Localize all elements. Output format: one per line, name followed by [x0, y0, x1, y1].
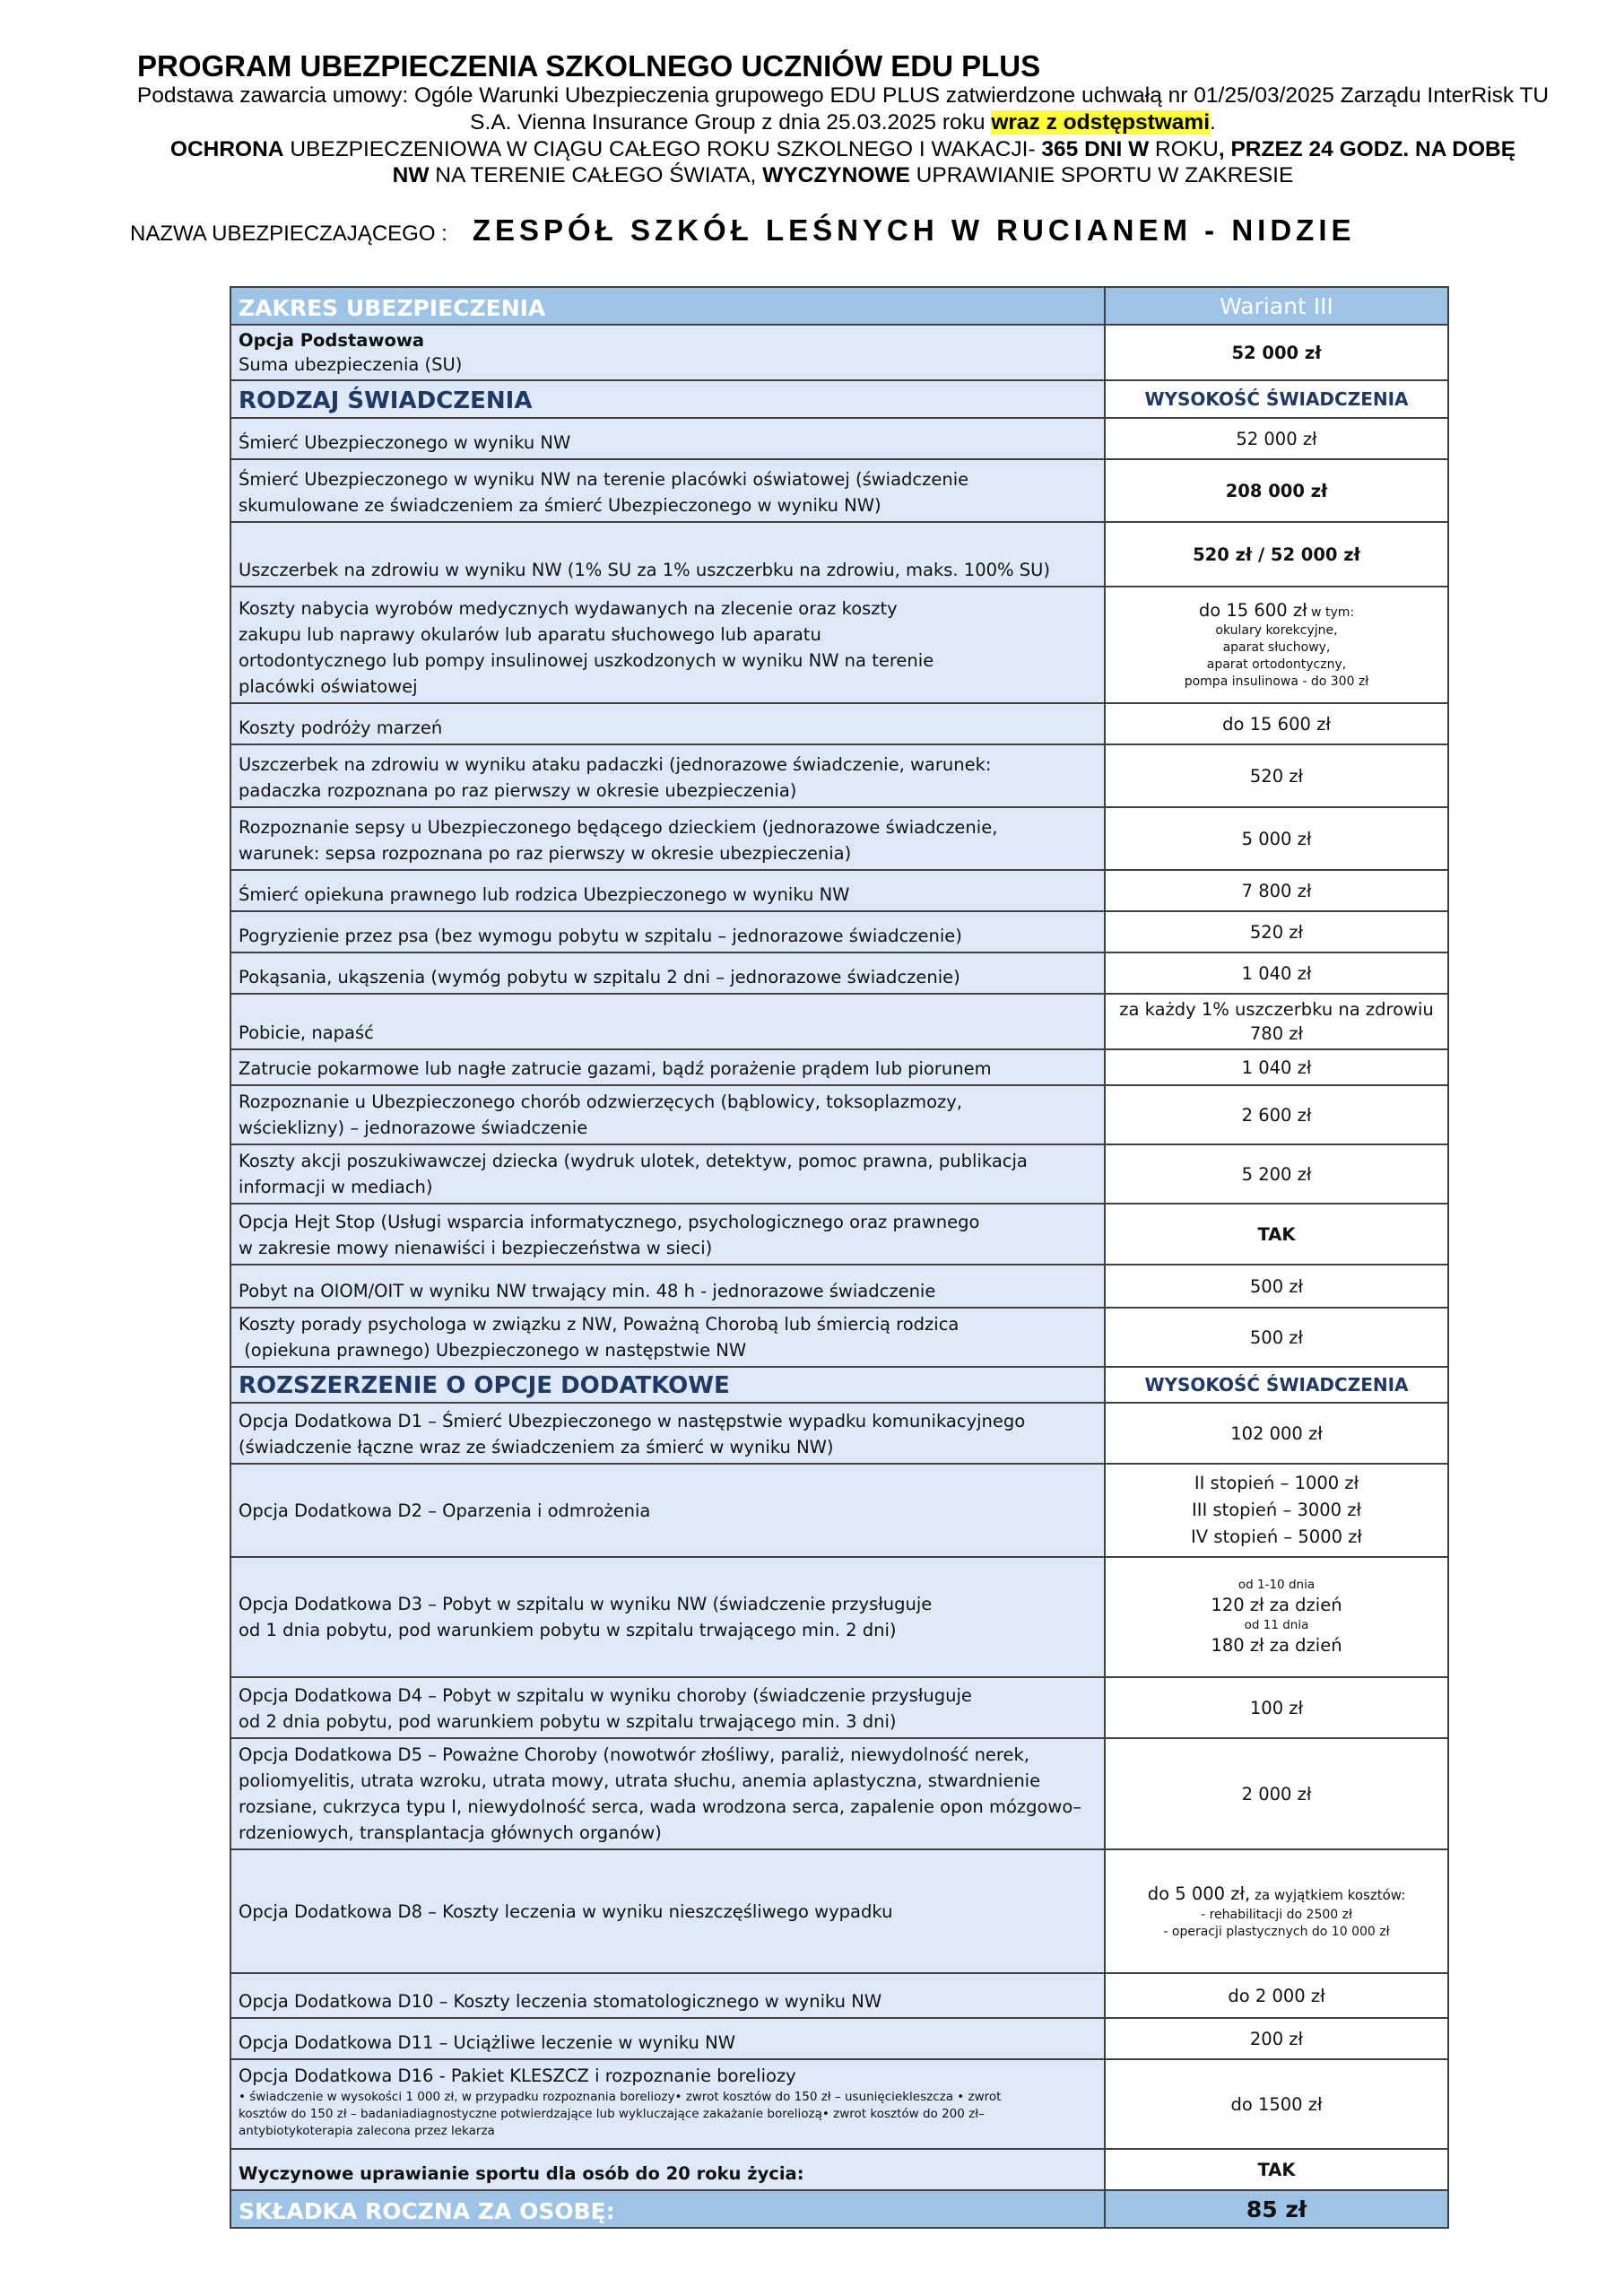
row-label: Opcja Dodatkowa D2 – Oparzenia i odmrożenia — [230, 1464, 1105, 1557]
table-row — [230, 703, 1448, 744]
insurer-line — [130, 213, 1356, 248]
row-fine-print: • świadczenie w wysokości 1 000 zł, w przypadku rozpoznania boreliozy• zwrot kosztów do 150 zł – usunięciekleszcza • zwrot — [239, 2090, 1002, 2104]
insurer-name: ZESPÓŁ SZKÓŁ LEŚNYCH W RUCIANEM - NIDZIE — [472, 213, 1356, 247]
premium-value: 85 zł — [1105, 2190, 1448, 2228]
table-row — [230, 1403, 1448, 1464]
sport-label: Wyczynowe uprawianie sportu dla osób do 20 roku życia: — [230, 2149, 1105, 2190]
row-value: TAK — [1105, 1204, 1448, 1265]
table-row — [230, 1557, 1448, 1677]
row-value: 100 zł — [1105, 1677, 1448, 1738]
row-label — [230, 1557, 1105, 1677]
table-row — [230, 2059, 1448, 2149]
basis-line-2: S.A. Vienna Insurance Group z dnia 25.03.2025 roku — [470, 110, 986, 135]
row-value: 1 040 zł — [1105, 1049, 1448, 1085]
row-value: do 1500 zł — [1105, 2059, 1448, 2149]
row-label: Pobyt na OIOM/OIT w wyniku NW trwający min. 48 h - jednorazowe świadczenie — [230, 1265, 1105, 1308]
section-benefit-amount: WYSOKOŚĆ ŚWIADCZENIA — [1105, 1367, 1448, 1403]
row-value — [1105, 1849, 1448, 1973]
table-row — [230, 870, 1448, 911]
row-value: 520 zł / 52 000 zł — [1105, 522, 1448, 587]
row-label: Śmierć opiekuna prawnego lub rodzica Ubezpieczonego w wyniku NW — [230, 870, 1105, 911]
value-line: II stopień – 1000 zł — [1194, 1473, 1359, 1493]
section-additional-options: ROZSZERZENIE O OPCJE DODATKOWE — [230, 1367, 1105, 1403]
table-row — [230, 1085, 1448, 1144]
row-label: Opcja Dodatkowa D11 – Uciążliwe leczenie w wyniku NW — [230, 2018, 1105, 2059]
row-value: 52 000 zł — [1105, 418, 1448, 459]
row-label — [230, 1204, 1105, 1265]
row-label-line: Rozpoznanie u Ubezpieczonego chorób odzwierzęcych (bąblowicy, toksoplazmozy, — [239, 1091, 962, 1112]
table-row — [230, 1849, 1448, 1973]
protect-b2: 365 DNI W — [1041, 137, 1150, 161]
row-label: Zatrucie pokarmowe lub nagłe zatrucie gazami, bądź porażenie prądem lub piorunem — [230, 1049, 1105, 1085]
table-row — [230, 994, 1448, 1049]
row-value: 5 000 zł — [1105, 807, 1448, 870]
row-label-line: Opcja Dodatkowa D1 – Śmierć Ubezpieczonego w następstwie wypadku komunikacyjnego — [239, 1411, 1026, 1431]
row-label: Pokąsania, ukąszenia (wymóg pobytu w szpitalu 2 dni – jednorazowe świadczenie) — [230, 952, 1105, 994]
row-label-line: Opcja Hejt Stop (Usługi wsparcia informatycznego, psychologicznego oraz prawnego — [239, 1212, 980, 1232]
value-line: 780 zł — [1249, 1023, 1304, 1044]
protect-b1: OCHRONA — [169, 137, 284, 161]
row-value: 200 zł — [1105, 2018, 1448, 2059]
row-label: Uszczerbek na zdrowiu w wyniku NW (1% SU za 1% uszczerbku na zdrowiu, maks. 100% SU) — [230, 522, 1105, 587]
row-label-line: Koszty akcji poszukiwawczej dziecka (wydruk ulotek, detektyw, pomoc prawna, publikacja — [239, 1151, 1028, 1171]
value-sub: aparat ortodontyczny, — [1206, 657, 1347, 672]
section-row — [230, 380, 1448, 418]
value-sub: okulary korekcyjne, — [1215, 623, 1338, 638]
section-row — [230, 1367, 1448, 1403]
value-line: IV stopień – 5000 zł — [1191, 1526, 1362, 1547]
table-row — [230, 587, 1448, 703]
value-line: 120 zł za dzień — [1211, 1595, 1342, 1615]
table-row — [230, 1144, 1448, 1204]
protect-b5: WYCZYNOWE — [762, 163, 910, 187]
protect-b4: NW — [392, 163, 430, 187]
value-line: III stopień – 3000 zł — [1191, 1500, 1362, 1520]
premium-label: SKŁADKA ROCZNA ZA OSOBĘ: — [230, 2190, 1105, 2228]
table-row — [230, 1738, 1448, 1849]
coverage-table — [230, 286, 1449, 2229]
basis-line-1: Podstawa zawarcia umowy: Ogóle Warunki Ubezpieczenia grupowego EDU PLUS zatwierdzone uchwałą nr 01/25/03/2025 Zarządu InterRisk TU — [136, 83, 1550, 108]
table-row — [230, 807, 1448, 870]
row-label-line: Opcja Dodatkowa D5 – Poważne Choroby (nowotwór złośliwy, paraliż, niewydolność nerek, — [239, 1744, 1030, 1765]
row-value: 208 000 zł — [1105, 459, 1448, 522]
row-label-line: ortodontycznego lub pompy insulinowej uszkodzonych w wyniku NW na terenie — [239, 650, 934, 671]
row-label — [230, 1738, 1105, 1849]
header-variant: Wariant III — [1105, 287, 1448, 325]
row-label-line: rdzeniowych, transplantacja głównych organów) — [239, 1822, 662, 1843]
basic-option-label: Opcja Podstawowa — [239, 330, 425, 351]
row-label — [230, 807, 1105, 870]
protect-t4: UPRAWIANIE SPORTU W ZAKRESIE — [909, 163, 1294, 187]
row-value — [1105, 1557, 1448, 1677]
row-label-line: Rozpoznanie sepsy u Ubezpieczonego będącego dzieckiem (jednorazowe świadczenie, — [239, 817, 998, 838]
basis-highlight: wraz z odstępstwami — [991, 110, 1211, 135]
value-main — [1113, 1882, 1440, 1907]
row-label: Opcja Dodatkowa D10 – Koszty leczenia stomatologicznego w wyniku NW — [230, 1973, 1105, 2018]
protection-scope — [126, 136, 1560, 188]
basic-option-sub: Suma ubezpieczenia (SU) — [239, 354, 463, 375]
value-sub: od 1-10 dnia — [1238, 1578, 1316, 1592]
protect-t2: ROKU — [1149, 137, 1219, 161]
table-row — [230, 1204, 1448, 1265]
contract-basis — [126, 83, 1560, 136]
table-row — [230, 1049, 1448, 1085]
value-note: w tym: — [1307, 605, 1355, 620]
row-value: 5 200 zł — [1105, 1144, 1448, 1204]
row-label-line: Koszty porady psychologa w związku z NW, Poważną Chorobą lub śmiercią rodzica — [239, 1314, 960, 1335]
row-label-line: placówki oświatowej — [239, 676, 418, 697]
table-row — [230, 522, 1448, 587]
row-label-line: (opiekuna prawnego) Ubezpieczonego w następstwie NW — [239, 1340, 747, 1361]
table-row — [230, 1677, 1448, 1738]
value-line: za każdy 1% uszczerbku na zdrowiu — [1119, 999, 1434, 1020]
table-row — [230, 1265, 1448, 1308]
value-sub: - rehabilitacji do 2500 zł — [1201, 1908, 1352, 1922]
table-row — [230, 2018, 1448, 2059]
row-label-line: (świadczenie łączne wraz ze świadczeniem za śmierć w wyniku NW) — [239, 1437, 834, 1457]
row-label: Opcja Dodatkowa D8 – Koszty leczenia w wyniku nieszczęśliwego wypadku — [230, 1849, 1105, 1973]
row-label-line: Koszty nabycia wyrobów medycznych wydawanych na zlecenie oraz koszty — [239, 598, 898, 619]
row-value: do 2 000 zł — [1105, 1973, 1448, 2018]
row-label: Śmierć Ubezpieczonego w wyniku NW — [230, 418, 1105, 459]
row-label-line: poliomyelitis, utrata wzroku, utrata mowy, utrata słuchu, anemia aplastyczna, stwardnienie — [239, 1770, 1041, 1791]
row-label: Koszty podróży marzeń — [230, 703, 1105, 744]
row-label-line: warunek: sepsa rozpoznana po raz pierwszy w okresie ubezpieczenia) — [239, 843, 852, 864]
row-label-line: informacji w mediach) — [239, 1177, 433, 1197]
row-label — [230, 1308, 1105, 1367]
protect-t3: NA TERENIE CAŁEGO ŚWIATA, — [429, 163, 763, 187]
row-label-line: Uszczerbek na zdrowiu w wyniku ataku padaczki (jednorazowe świadczenie, warunek: — [239, 754, 992, 775]
table-row — [230, 1308, 1448, 1367]
row-label-line: padaczka rozpoznana po raz pierwszy w okresie ubezpieczenia) — [239, 780, 797, 801]
header-scope: ZAKRES UBEZPIECZENIA — [230, 287, 1105, 325]
value-note: za wyjątkiem kosztów: — [1250, 1887, 1406, 1903]
protect-t1: UBEZPIECZENIOWA W CIĄGU CAŁEGO ROKU SZKOLNEGO I WAKACJI- — [283, 137, 1042, 161]
value-sub: pompa insulinowa - do 300 zł — [1184, 674, 1369, 689]
table-row — [230, 744, 1448, 807]
table-row — [230, 459, 1448, 522]
row-label — [230, 1144, 1105, 1204]
row-label — [230, 1085, 1105, 1144]
row-value: 500 zł — [1105, 1308, 1448, 1367]
table-row — [230, 325, 1448, 380]
row-value — [1105, 1464, 1448, 1557]
row-label-line: wścieklizny) – jednorazowe świadczenie — [239, 1118, 588, 1138]
value-sub: - operacji plastycznych do 10 000 zł — [1163, 1925, 1390, 1939]
row-label-line: od 1 dnia pobytu, pod warunkiem pobytu w szpitalu trwającego min. 2 dni) — [239, 1620, 897, 1640]
row-label-line: skumulowane ze świadczeniem za śmierć Ubezpieczonego w wyniku NW) — [239, 495, 881, 516]
row-label-line: od 2 dnia pobytu, pod warunkiem pobytu w szpitalu trwającego min. 3 dni) — [239, 1711, 897, 1732]
row-label-line: rozsiane, cukrzyca typu I, niewydolność serca, wada wrodzona serca, zapalenie opon mózgowo– — [239, 1796, 1082, 1817]
row-label-line: Opcja Dodatkowa D3 – Pobyt w szpitalu w wyniku NW (świadczenie przysługuje — [239, 1594, 933, 1614]
row-value: 7 800 zł — [1105, 870, 1448, 911]
row-fine-print: antybiotykoterapia zalecona przez lekarza — [239, 2124, 495, 2138]
row-value: do 15 600 zł — [1105, 703, 1448, 744]
table-row — [230, 418, 1448, 459]
section-benefit-amount: WYSOKOŚĆ ŚWIADCZENIA — [1105, 380, 1448, 418]
row-value: 520 zł — [1105, 911, 1448, 952]
row-label — [230, 744, 1105, 807]
row-label — [230, 1677, 1105, 1738]
table-row — [230, 952, 1448, 994]
value-main — [1113, 599, 1440, 622]
insurer-label: NAZWA UBEZPIECZAJĄCEGO : — [130, 222, 447, 246]
row-value: 2 000 zł — [1105, 1738, 1448, 1849]
section-benefit-type: RODZAJ ŚWIADCZENIA — [230, 380, 1105, 418]
row-label-line: w zakresie mowy nienawiści i bezpieczeństwa w sieci) — [239, 1238, 713, 1258]
row-label: Pobicie, napaść — [230, 994, 1105, 1049]
basis-end: . — [1210, 110, 1216, 135]
page-title: PROGRAM UBEZPIECZENIA SZKOLNEGO UCZNIÓW EDU PLUS — [137, 49, 1041, 83]
row-value: 520 zł — [1105, 744, 1448, 807]
table-row — [230, 1973, 1448, 2018]
value-line: 180 zł za dzień — [1211, 1635, 1342, 1656]
row-label — [230, 587, 1105, 703]
protect-b3: , PRZEZ 24 GODZ. NA DOBĘ — [1218, 137, 1516, 161]
basic-option-cell — [230, 325, 1105, 380]
row-value: 1 040 zł — [1105, 952, 1448, 994]
row-label-line: Opcja Dodatkowa D4 – Pobyt w szpitalu w wyniku choroby (świadczenie przysługuje — [239, 1685, 972, 1706]
row-label — [230, 459, 1105, 522]
row-value — [1105, 994, 1448, 1049]
value-amount: do 15 600 zł — [1198, 600, 1307, 621]
premium-row — [230, 2190, 1448, 2228]
row-value: 500 zł — [1105, 1265, 1448, 1308]
row-label — [230, 1403, 1105, 1464]
value-amount: do 5 000 zł, — [1147, 1883, 1251, 1904]
table-row — [230, 911, 1448, 952]
row-label — [230, 2059, 1105, 2149]
row-value: 2 600 zł — [1105, 1085, 1448, 1144]
table-header-row — [230, 287, 1448, 325]
row-label-line: zakupu lub naprawy okularów lub aparatu słuchowego lub aparatu — [239, 624, 821, 645]
row-label: Pogryzienie przez psa (bez wymogu pobytu w szpitalu – jednorazowe świadczenie) — [230, 911, 1105, 952]
table-row — [230, 2149, 1448, 2190]
row-fine-print: kosztów do 150 zł – badaniadiagnostyczne potwierdzające lub wykluczające zakażanie boreliozą• zwrot kosztów do 200 zł– — [239, 2107, 985, 2121]
sport-value: TAK — [1105, 2149, 1448, 2190]
row-label-line: Śmierć Ubezpieczonego w wyniku NW na terenie placówki oświatowej (świadczenie — [239, 469, 969, 490]
table-row — [230, 1464, 1448, 1557]
row-value: 102 000 zł — [1105, 1403, 1448, 1464]
value-sub: aparat słuchowy, — [1222, 640, 1331, 655]
row-value — [1105, 587, 1448, 703]
value-sub: od 11 dnia — [1244, 1618, 1309, 1632]
basic-option-value: 52 000 zł — [1105, 325, 1448, 380]
row-label-line: Opcja Dodatkowa D16 - Pakiet KLESZCZ i rozpoznanie boreliozy — [239, 2066, 796, 2086]
